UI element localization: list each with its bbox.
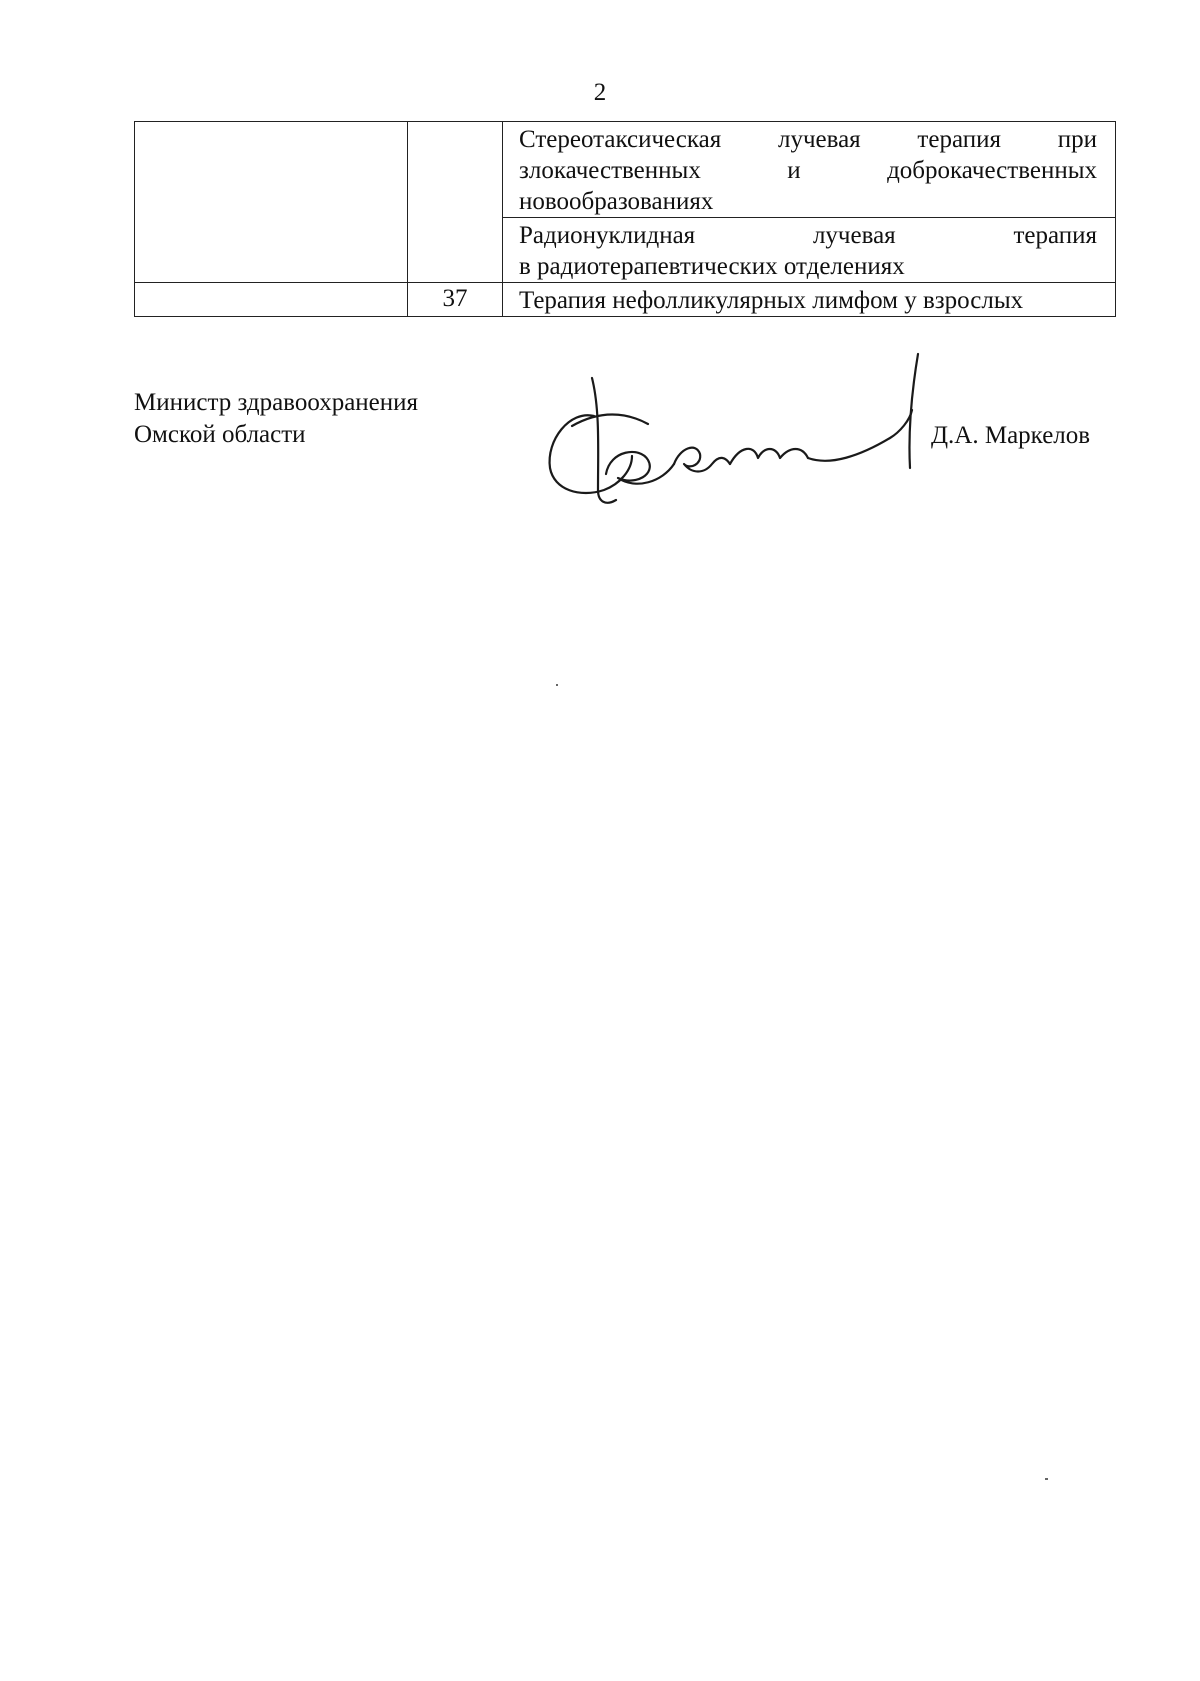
table-cell-code — [135, 122, 408, 283]
signatory-position-line: Министр здравоохранения — [134, 389, 419, 416]
description-line: Терапия нефолликулярных лимфом у взрослых — [519, 287, 1024, 314]
services-table — [134, 121, 1116, 317]
description-line: новообразованиях — [519, 188, 714, 215]
scan-speck — [1045, 1478, 1048, 1480]
table-row — [135, 122, 1116, 218]
table-cell-code — [135, 283, 408, 317]
handwritten-signature — [540, 350, 960, 510]
scan-speck — [556, 684, 558, 686]
table-cell-description — [503, 218, 1116, 283]
description-line: Стереотаксическая лучевая терапия при — [519, 126, 1097, 153]
description-line: Радионуклидная лучевая терапия — [519, 222, 1097, 249]
description-line: в радиотерапевтических отделениях — [519, 253, 905, 280]
page-number: 2 — [593, 79, 607, 106]
signatory-name: Д.А. Маркелов — [931, 422, 1091, 449]
table-cell-description — [503, 122, 1116, 218]
table-cell-number — [408, 122, 503, 283]
table-cell-description — [503, 283, 1116, 317]
signatory-position — [134, 387, 418, 451]
table-cell-number: 37 — [408, 283, 503, 317]
description-line: злокачественных и доброкачественных — [519, 157, 1097, 184]
table-row — [135, 283, 1116, 317]
signatory-position-line: Омской области — [134, 421, 306, 448]
